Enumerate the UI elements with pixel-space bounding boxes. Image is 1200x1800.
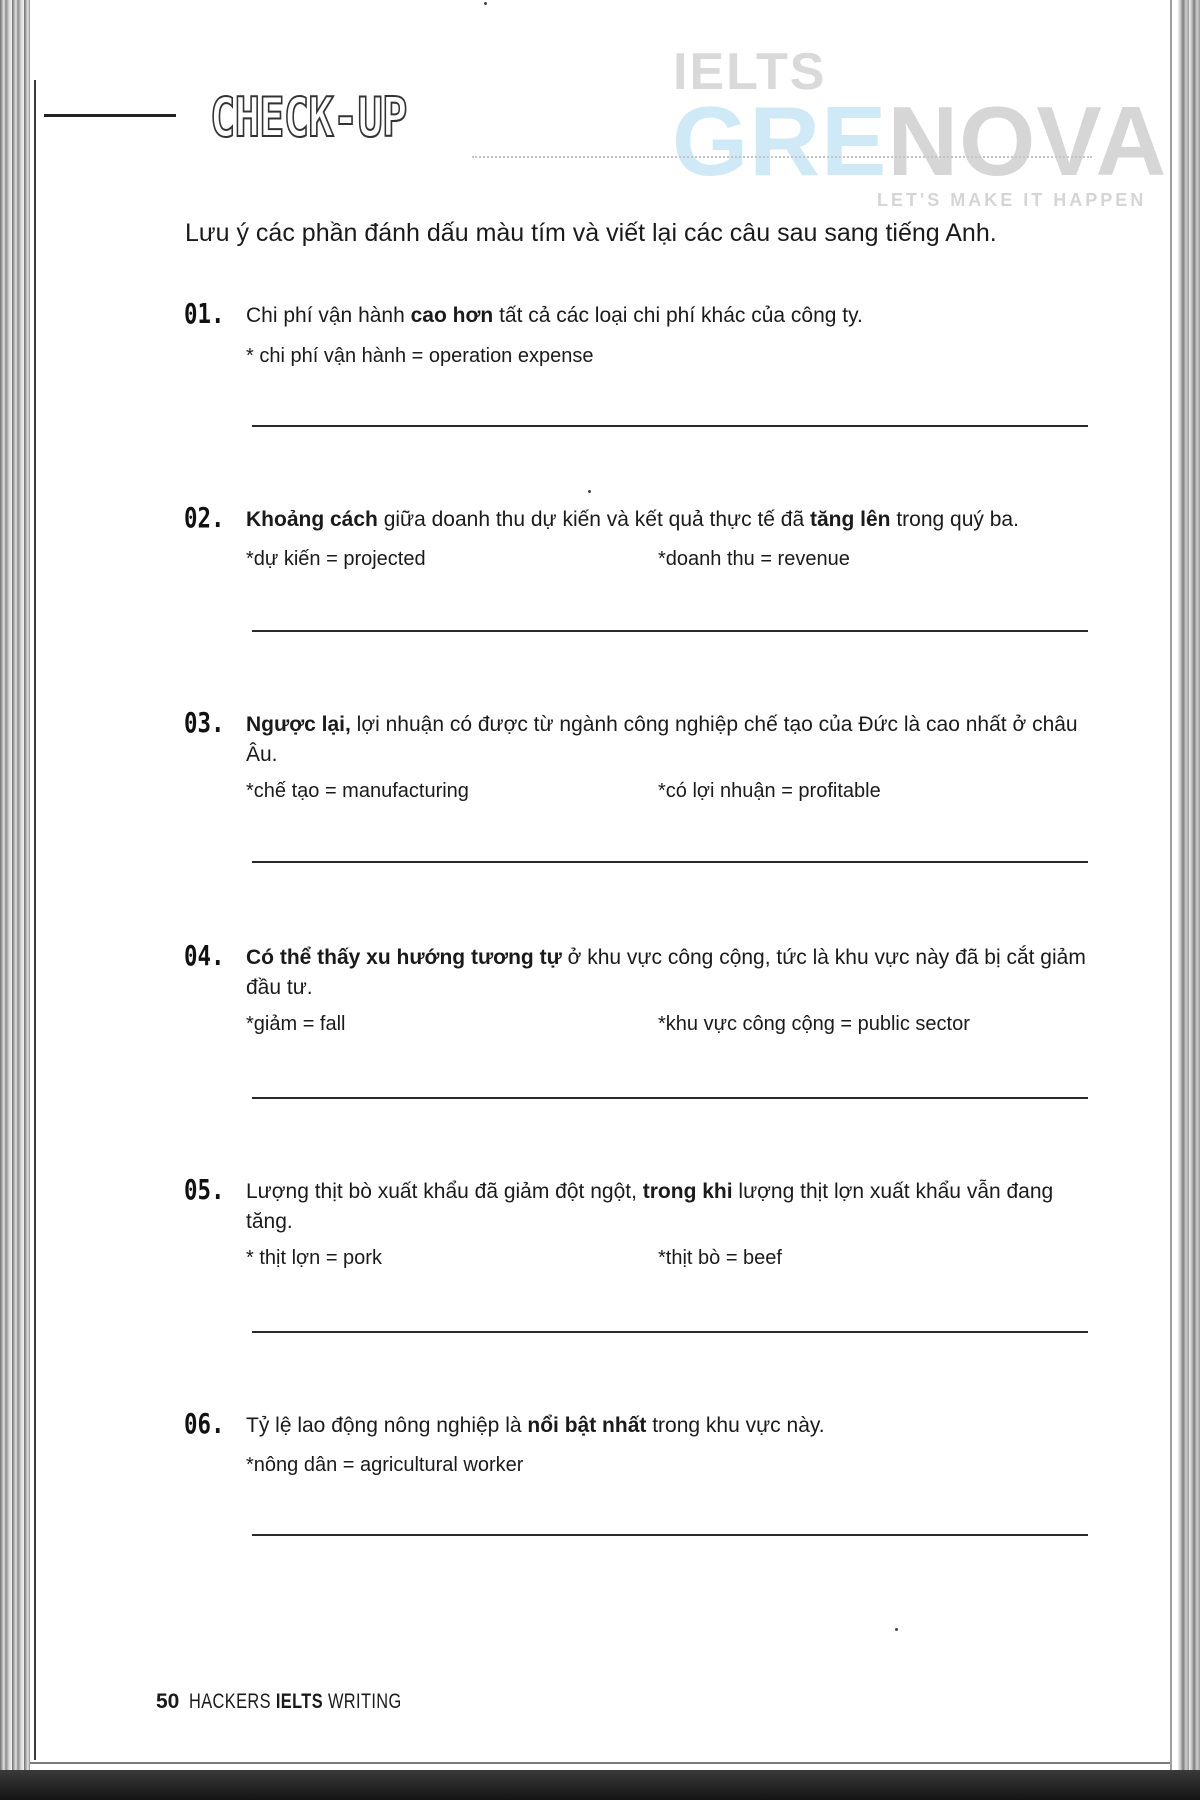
- scan-speck: [588, 490, 591, 493]
- book-title-part: HACKERS: [189, 1690, 277, 1713]
- question-highlight: trong khi: [642, 1180, 733, 1203]
- question-text: [246, 505, 1096, 535]
- scan-speck: [484, 2, 487, 5]
- page-footer: [156, 1690, 462, 1714]
- scan-edge-right-line: [1170, 0, 1172, 1800]
- question-text-segment: ở khu vực công cộng, tức là khu vực này đã bị cắt giảm đầu tư.: [246, 946, 1086, 999]
- question-number: 05.: [184, 1173, 225, 1206]
- answer-line[interactable]: [252, 1097, 1088, 1099]
- question-highlight: cao hơn: [410, 304, 494, 327]
- answer-line[interactable]: [252, 425, 1088, 427]
- header-dotted-rule: [472, 156, 1092, 158]
- watermark-logo-gre: GRE: [672, 86, 888, 196]
- question-number: 06.: [184, 1407, 225, 1440]
- question-text-segment: tất cả các loại chi phí khác của công ty.: [493, 304, 863, 327]
- scan-edge-left-line: [34, 80, 36, 1760]
- question-text-segment: Chi phí vận hành: [246, 304, 411, 327]
- watermark-ielts: IELTS: [673, 43, 827, 101]
- question-text-segment: lượng thịt lợn xuất khẩu vẫn đang tăng.: [246, 1180, 1054, 1233]
- answer-line[interactable]: [252, 1534, 1088, 1536]
- question-text-segment: trong khu vực này.: [646, 1414, 825, 1437]
- question-text: [246, 943, 1096, 1003]
- question-text-segment: Lượng thịt bò xuất khẩu đã giảm đột ngột,: [246, 1180, 643, 1203]
- question-number: 02.: [184, 501, 225, 534]
- answer-line[interactable]: [252, 630, 1088, 632]
- question-number: 03.: [184, 706, 225, 739]
- scan-edge-bottom: [0, 1770, 1200, 1800]
- watermark-tagline: LET'S MAKE IT HAPPEN: [877, 190, 1147, 210]
- vocab-hint: * chi phí vận hành = operation expense: [246, 345, 594, 367]
- vocab-hint: *doanh thu = revenue: [658, 548, 850, 570]
- vocab-hint: *khu vực công cộng = public sector: [658, 1013, 970, 1035]
- page-number: 50: [156, 1690, 180, 1713]
- question-number: 01.: [184, 297, 225, 330]
- vocab-hint: * thịt lợn = pork: [246, 1247, 382, 1269]
- vocab-hint: *thịt bò = beef: [658, 1247, 782, 1269]
- question-text-segment: trong quý ba.: [890, 508, 1019, 531]
- scan-edge-bottom-line: [30, 1762, 1170, 1764]
- header-rule: [44, 114, 176, 117]
- vocab-hint: *có lợi nhuận = profitable: [658, 780, 881, 802]
- question-text: [246, 710, 1096, 770]
- vocab-hint: *giảm = fall: [246, 1013, 346, 1035]
- question-text: [246, 1411, 1096, 1441]
- question-text-segment: Tỷ lệ lao động nông nghiệp là: [246, 1414, 528, 1437]
- vocab-hint: *nông dân = agricultural worker: [246, 1454, 524, 1476]
- instruction-text: Lưu ý các phần đánh dấu màu tím và viết lại các câu sau sang tiếng Anh.: [185, 219, 997, 247]
- question-highlight: nổi bật nhất: [527, 1414, 647, 1437]
- watermark-logo: [672, 86, 1168, 196]
- vocab-hint: *dự kiến = projected: [246, 548, 426, 570]
- question-text-segment: giữa doanh thu dự kiến và kết quả thực tế đã: [377, 508, 810, 531]
- question-highlight: Ngược lại,: [246, 713, 351, 736]
- scan-edge-left: [0, 0, 30, 1800]
- book-title-part: IELTS: [276, 1690, 324, 1713]
- book-title-part: WRITING: [323, 1690, 403, 1713]
- vocab-hint: *chế tạo = manufacturing: [246, 780, 469, 802]
- question-text: [246, 1177, 1096, 1237]
- question-text: [246, 301, 1096, 331]
- scan-edge-right: [1178, 0, 1200, 1800]
- scan-speck: [895, 1628, 898, 1631]
- question-highlight: Có thể thấy xu hướng tương tự: [246, 946, 562, 969]
- question-number: 04.: [184, 939, 225, 972]
- answer-line[interactable]: [252, 1331, 1088, 1333]
- book-title: [189, 1690, 402, 1714]
- question-highlight: tăng lên: [809, 508, 891, 531]
- question-text-segment: lợi nhuận có được từ ngành công nghiệp chế tạo của Đức là cao nhất ở châu Âu.: [246, 713, 1078, 766]
- watermark-logo-nova: NOVA: [887, 86, 1168, 196]
- answer-line[interactable]: [252, 861, 1088, 863]
- question-highlight: Khoảng cách: [246, 508, 378, 531]
- section-title: CHECK-UP: [210, 86, 407, 149]
